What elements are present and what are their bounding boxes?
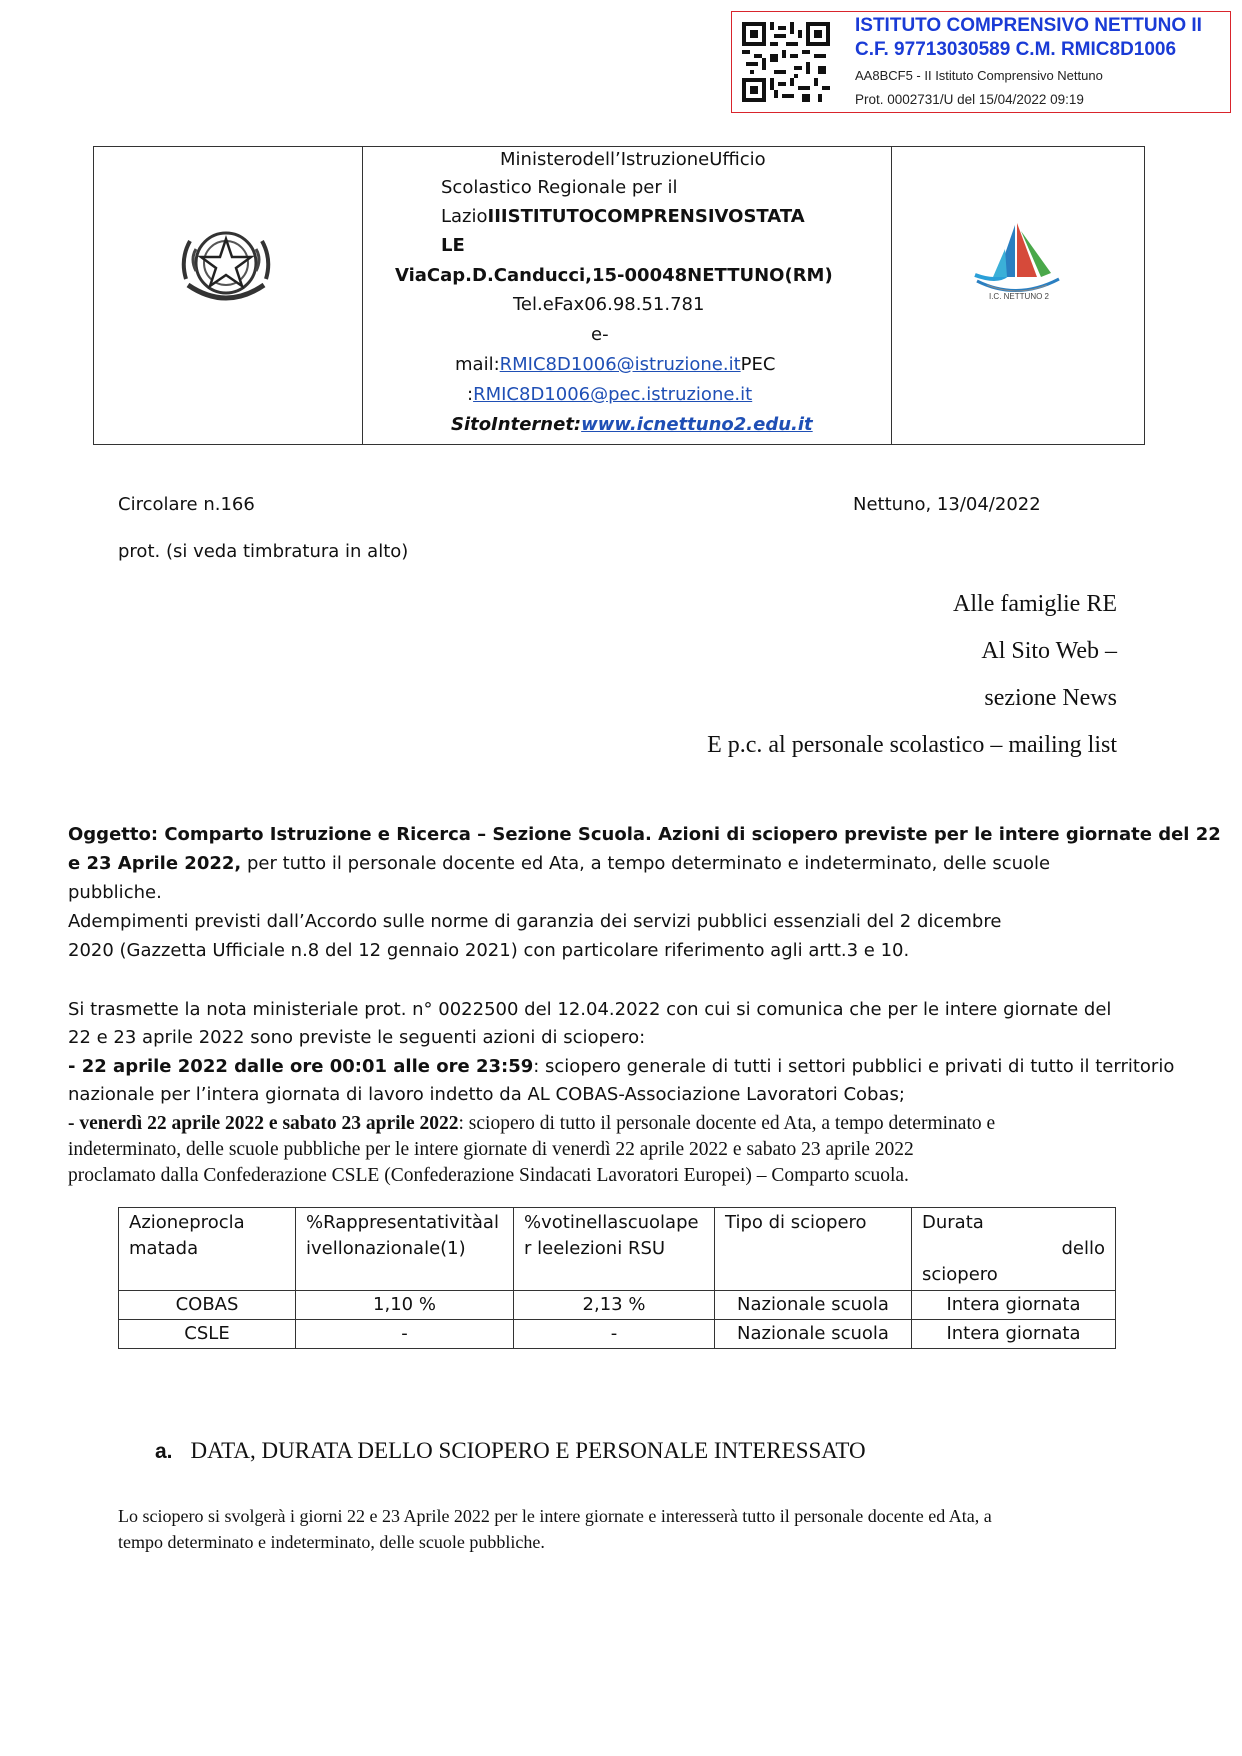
ministry-line: Ministerodell’IstruzioneUfficio (500, 149, 766, 170)
cell-duration: Intera giornata (912, 1291, 1116, 1320)
subject-line-5: 2020 (Gazzetta Ufficiale n.8 del 12 gennaio 2021) con particolare riferimento agli artt.3 e 10. (68, 940, 910, 961)
pec-link[interactable]: RMIC8D1006@pec.istruzione.it (473, 384, 753, 405)
body-intro-cont: 22 e 23 aprile 2022 sono previste le seguenti azioni di sciopero: (68, 1027, 646, 1048)
strike-item-2-cont2: proclamato dalla Confederazione CSLE (Confederazione Sindacati Lavoratori Europei) – Comparto scuola. (68, 1165, 909, 1186)
cell-union: CSLE (119, 1320, 296, 1349)
table-header-row (119, 1208, 1116, 1291)
cell-strike-type: Nazionale scuola (715, 1291, 912, 1320)
col-header-strike-type: Tipo di sciopero (715, 1208, 912, 1291)
website-line: SitoInternet:www.icnettuno2.edu.it (451, 414, 813, 435)
email-link[interactable]: RMIC8D1006@istruzione.it (499, 354, 741, 375)
section-a-paragraph: Lo sciopero si svolgerà i giorni 22 e 23 Aprile 2022 per le intere giornate e interesserà tutto il personale docente ed Ata, a (118, 1506, 992, 1526)
table-row (119, 1320, 1116, 1349)
cell-rsu-votes: - (514, 1320, 715, 1349)
letterhead-text (363, 147, 891, 444)
institute-line-cont: LE (441, 235, 465, 256)
phone-line: Tel.eFax06.98.51.781 (513, 294, 705, 315)
cell-union: COBAS (119, 1291, 296, 1320)
letterhead-emblem-cell (94, 147, 363, 444)
subject-line-1: Oggetto: Comparto Istruzione e Ricerca – Sezione Scuola. Azioni di sciopero previste per le intere giornate del 22 (68, 824, 1221, 845)
website-link[interactable]: www.icnettuno2.edu.it (581, 414, 813, 435)
strike-item-1-cont: nazionale per l’intera giornata di lavoro indetto da AL COBAS-Associazione Lavoratori Cobas; (68, 1084, 905, 1105)
section-a-heading: a. DATA, DURATA DELLO SCIOPERO E PERSONALE INTERESSATO (155, 1438, 866, 1463)
col-header-duration: Durata dello sciopero (912, 1208, 1116, 1291)
recipient-families: Alle famiglie RE (953, 591, 1117, 617)
cell-duration: Intera giornata (912, 1320, 1116, 1349)
stamp-institute-name: ISTITUTO COMPRENSIVO NETTUNO II (855, 15, 1202, 36)
pec-line: :RMIC8D1006@pec.istruzione.it (467, 384, 753, 405)
institute-line: LazioIIISTITUTOCOMPRENSIVOSTATA (441, 206, 805, 227)
table-row (119, 1291, 1116, 1320)
address-line: ViaCap.D.Canducci,15-00048NETTUNO(RM) (395, 265, 833, 286)
col-header-representativeness: %Rappresentativitàal ivellonazionale(1) (296, 1208, 514, 1291)
cell-representativeness: - (296, 1320, 514, 1349)
email-line: mail:RMIC8D1006@istruzione.itPEC (455, 354, 776, 375)
protocol-note: prot. (si veda timbratura in alto) (118, 541, 409, 562)
subject-line-3: pubbliche. (68, 882, 162, 903)
logo-text: I.C. NETTUNO 2 (988, 292, 1050, 301)
letterhead-logo-cell (891, 147, 1145, 444)
protocol-stamp (731, 11, 1231, 113)
col-header-action: Azioneproclа matada (119, 1208, 296, 1291)
recipient-staff: E p.c. al personale scolastico – mailing list (707, 732, 1117, 758)
recipient-news: sezione News (984, 685, 1117, 711)
letterhead-table (93, 146, 1145, 445)
subject-line-2: e 23 Aprile 2022, per tutto il personale docente ed Ata, a tempo determinato e indeterminato, delle scuole (68, 853, 1051, 874)
stamp-fiscal-code: C.F. 97713030589 C.M. RMIC8D1006 (855, 39, 1177, 60)
email-label-line: e- (591, 324, 609, 345)
recipient-website: Al Sito Web – (981, 638, 1117, 664)
italian-republic-emblem-icon (176, 219, 276, 311)
col-header-rsu-votes: %votinellascuolape r leelezioni RSU (514, 1208, 715, 1291)
cell-rsu-votes: 2,13 % (514, 1291, 715, 1320)
strike-item-2-cont: indeterminato, delle scuole pubbliche per le intere giornate di venerdì 22 aprile 2022 e sabato 23 aprile 2022 (68, 1139, 914, 1160)
strike-table (118, 1207, 1116, 1349)
circolare-number: Circolare n.166 (118, 494, 255, 515)
qr-code-icon (742, 22, 830, 102)
office-line: Scolastico Regionale per il (441, 177, 678, 198)
stamp-protocol-number: Prot. 0002731/U del 15/04/2022 09:19 (855, 92, 1084, 107)
document-date: Nettuno, 13/04/2022 (853, 494, 1041, 515)
section-a-paragraph-cont: tempo determinato e indeterminato, delle scuole pubbliche. (118, 1532, 545, 1552)
body-intro: Si trasmette la nota ministeriale prot. n° 0022500 del 12.04.2022 con cui si comunica che per le intere giornate del (68, 999, 1112, 1020)
stamp-registry: AA8BCF5 - II Istituto Comprensivo Nettuno (855, 68, 1103, 83)
ic-nettuno-2-logo-icon (967, 219, 1067, 307)
strike-item-2: - venerdì 22 aprile 2022 e sabato 23 aprile 2022: sciopero di tutto il personale docente ed Ata, a tempo determinato e (68, 1113, 996, 1134)
cell-strike-type: Nazionale scuola (715, 1320, 912, 1349)
subject-line-4: Adempimenti previsti dall’Accordo sulle norme di garanzia dei servizi pubblici essenziali del 2 dicembre (68, 911, 1002, 932)
cell-representativeness: 1,10 % (296, 1291, 514, 1320)
strike-item-1: - 22 aprile 2022 dalle ore 00:01 alle ore 23:59: sciopero generale di tutti i settori pubblici e privati di tutto il territorio (68, 1056, 1175, 1077)
